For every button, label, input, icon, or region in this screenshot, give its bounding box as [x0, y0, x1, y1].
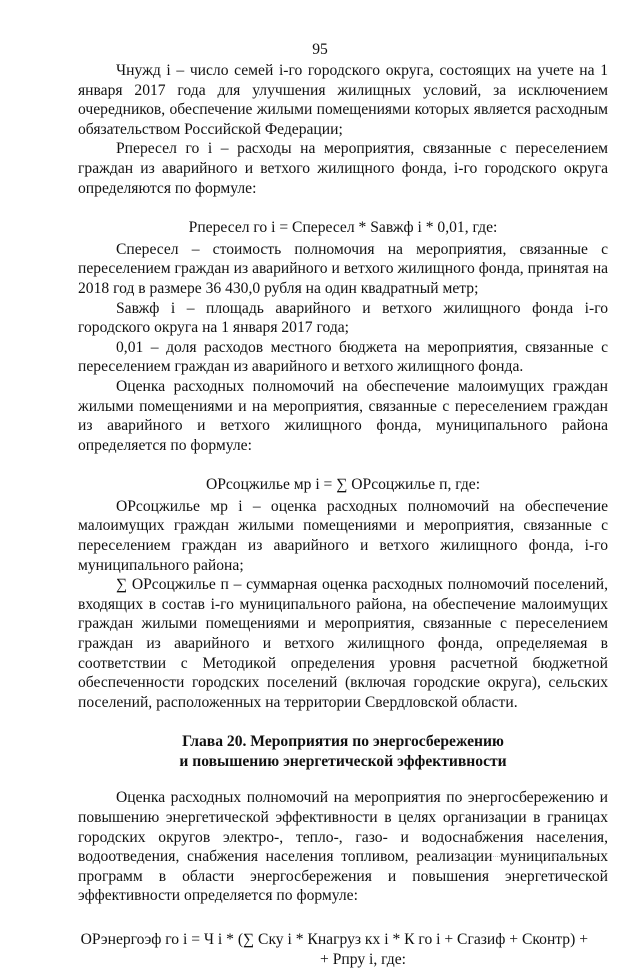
paragraph-chnuzhd-definition: Чнужд i – число семей i-го городского округа, состоящих на учете на 1 января 2017 года для улучшения жилищных условий, за исключением очередников, обеспечение жилыми помещениями которых является расходным обязательством Российской Федерации;: [78, 62, 608, 138]
paragraph-district-definition: ОРсоцжилье мр i – оценка расходных полномочий на обеспечение малоимущих граждан жилыми помещениями и мероприятия, связанные с переселением граждан из аварийного и ветхого жилищного фонда, i-го муниципального района;: [78, 497, 608, 574]
formula-resettlement: Рпересел го i = Спересел * Sавжф i * 0,01, где:: [188, 219, 498, 237]
chapter-heading-line-2: и повышению энергетической эффективности: [179, 753, 507, 771]
chapter-heading: [78, 732, 608, 772]
scan-artifact: [462, 852, 602, 857]
document-body: [78, 61, 608, 969]
paragraph-area-definition: Sавжф i – площадь аварийного и ветхого жилищного фонда i-го городского округа на 1 января 2017 года;: [78, 299, 608, 337]
chapter-heading-line-1: Глава 20. Мероприятия по энергосбережению: [182, 733, 504, 751]
paragraph-settlements-sum: ∑ ОРсоцжилье п – суммарная оценка расходных полномочий поселений, входящих в состав i-го муниципального района, на обеспечение малоимущих граждан жилыми помещениями и мероприятия, связанные с переселением граждан из аварийного и ветхого жилищного фонда, определяемая в соответствии с Методикой определения уровня расчетной бюджетной обеспеченности городских поселений (включая городские округа), сельских поселений, расположенных на территории Свердловской области.: [78, 576, 608, 711]
formula-energy-efficiency: ОРэнергоэф го i = Ч i * (∑ Cку i * Кнагруз кх i * К го i + Сгазиф + Сконтр) +: [80, 930, 588, 948]
page-number: 95: [312, 41, 328, 58]
paragraph-resettlement-expenses: Рпересел го i – расходы на мероприятия, связанные с переселением граждан из аварийного и ветхого жилищного фонда, i-го городского округа определяются по формуле:: [78, 140, 608, 197]
paragraph-district-assessment: Оценка расходных полномочий на обеспечение малоимущих граждан жилыми помещениями и на мероприятия, связанные с переселением граждан из аварийного и ветхого жилищного фонда, муниципального района определяется по формуле:: [78, 377, 608, 454]
formula-social-housing: ОРсоцжилье мр i = ∑ ОРсоцжилье п, где:: [205, 476, 481, 494]
paragraph-energy-assessment: Оценка расходных полномочий на мероприятия по энергосбережению и повышению энергетической эффективности в целях организации в границах городских округов электро-, тепло-, газо- и водоснабжения населения, водоотведения, снабжения населения топливом, реализации муниципальных программ в области энергосбережения и повышения энергетической эффективности определяется по формуле:: [78, 789, 608, 905]
paragraph-cost-definition: Спересел – стоимость полномочия на мероприятия, связанные с переселением граждан из аварийного и ветхого жилищного фонда, принятая на 2018 год в размере 36 430,0 рубля на один квадратный метр;: [78, 240, 608, 297]
paragraph-share-definition: 0,01 – доля расходов местного бюджета на мероприятия, связанные с переселением граждан из аварийного и ветхого жилищного фонда.: [78, 338, 608, 376]
formula-energy-efficiency-continuation: + Рпру i, где:: [320, 950, 406, 968]
